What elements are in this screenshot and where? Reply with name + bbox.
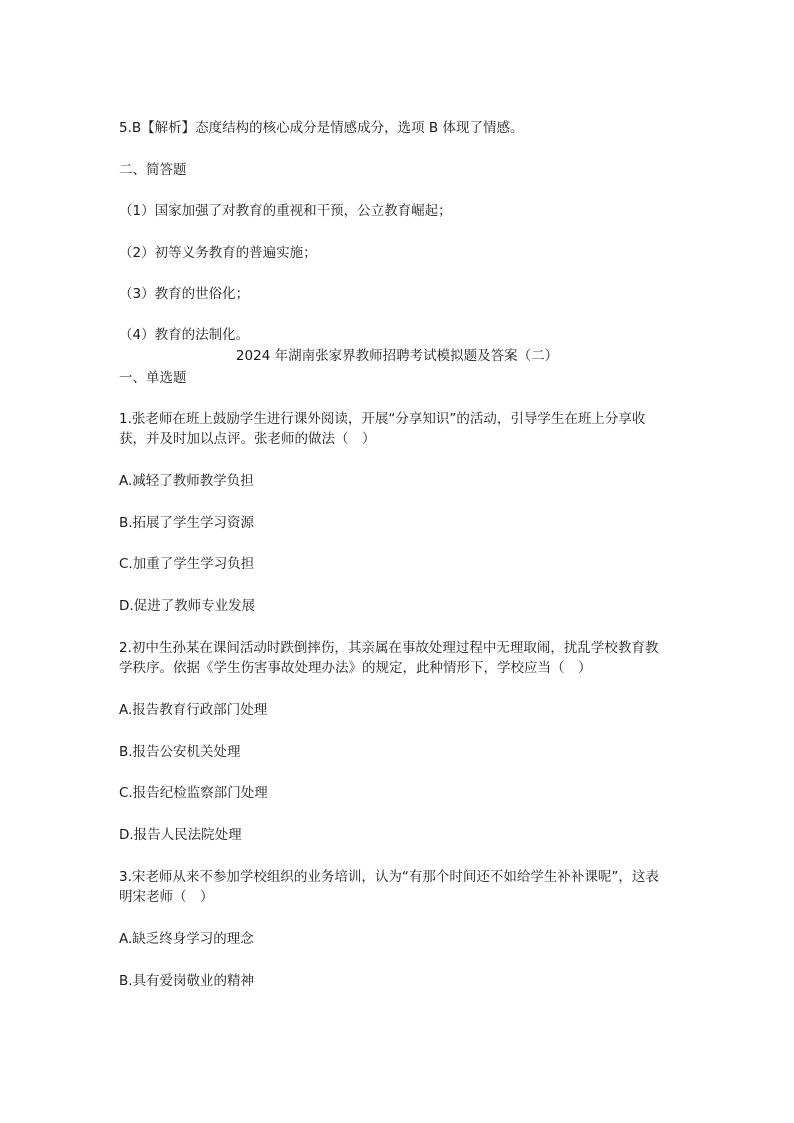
question-2-stem: 2.初中生孙某在课间活动时跌倒摔伤，其亲属在事故处理过程中无理取闹，扰乱学校教育教学秩序。依据《学生伤害事故处理办法》的规定，此种情形下，学校应当（ ）: [119, 640, 659, 676]
question-1-stem: 1.张老师在班上鼓励学生进行课外阅读，开展“分享知识”的活动，引导学生在班上分享收获，并及时加以点评。张老师的做法（ ）: [119, 411, 646, 447]
section-title-single-choice: 一、单选题: [119, 370, 187, 386]
question-2-option-c: C.报告纪检监察部门处理: [119, 785, 268, 801]
answer-q5: 5.B【解析】态度结构的核心成分是情感成分，选项 B 体现了情感。: [119, 120, 524, 136]
exam-title: 2024 年湖南张家界教师招聘考试模拟题及答案（二）: [235, 348, 559, 364]
section-title-short-answer: 二、简答题: [119, 162, 187, 178]
question-2-option-b: B.报告公安机关处理: [119, 744, 241, 760]
question-3-option-a: A.缺乏终身学习的理念: [119, 931, 254, 947]
answer-item-1: （1）国家加强了对教育的重视和干预，公立教育崛起；: [119, 203, 452, 219]
answer-item-4: （4）教育的法制化。: [119, 327, 250, 343]
question-1-option-b: B.拓展了学生学习资源: [119, 515, 255, 531]
question-1-option-d: D.促进了教师专业发展: [119, 598, 256, 614]
question-1-option-a: A.减轻了教师教学负担: [119, 473, 254, 489]
question-3-option-b: B.具有爱岗敬业的精神: [119, 973, 255, 989]
answer-item-3: （3）教育的世俗化；: [119, 286, 250, 302]
answer-item-2: （2）初等义务教育的普遍实施；: [119, 245, 317, 261]
question-3-stem: 3.宋老师从来不参加学校组织的业务培训，认为“有那个时间还不如给学生补补课呢”，这表明宋老师（ ）: [119, 869, 659, 905]
question-2-option-d: D.报告人民法院处理: [119, 827, 242, 843]
question-2-option-a: A.报告教育行政部门处理: [119, 702, 268, 718]
question-1-option-c: C.加重了学生学习负担: [119, 556, 255, 572]
